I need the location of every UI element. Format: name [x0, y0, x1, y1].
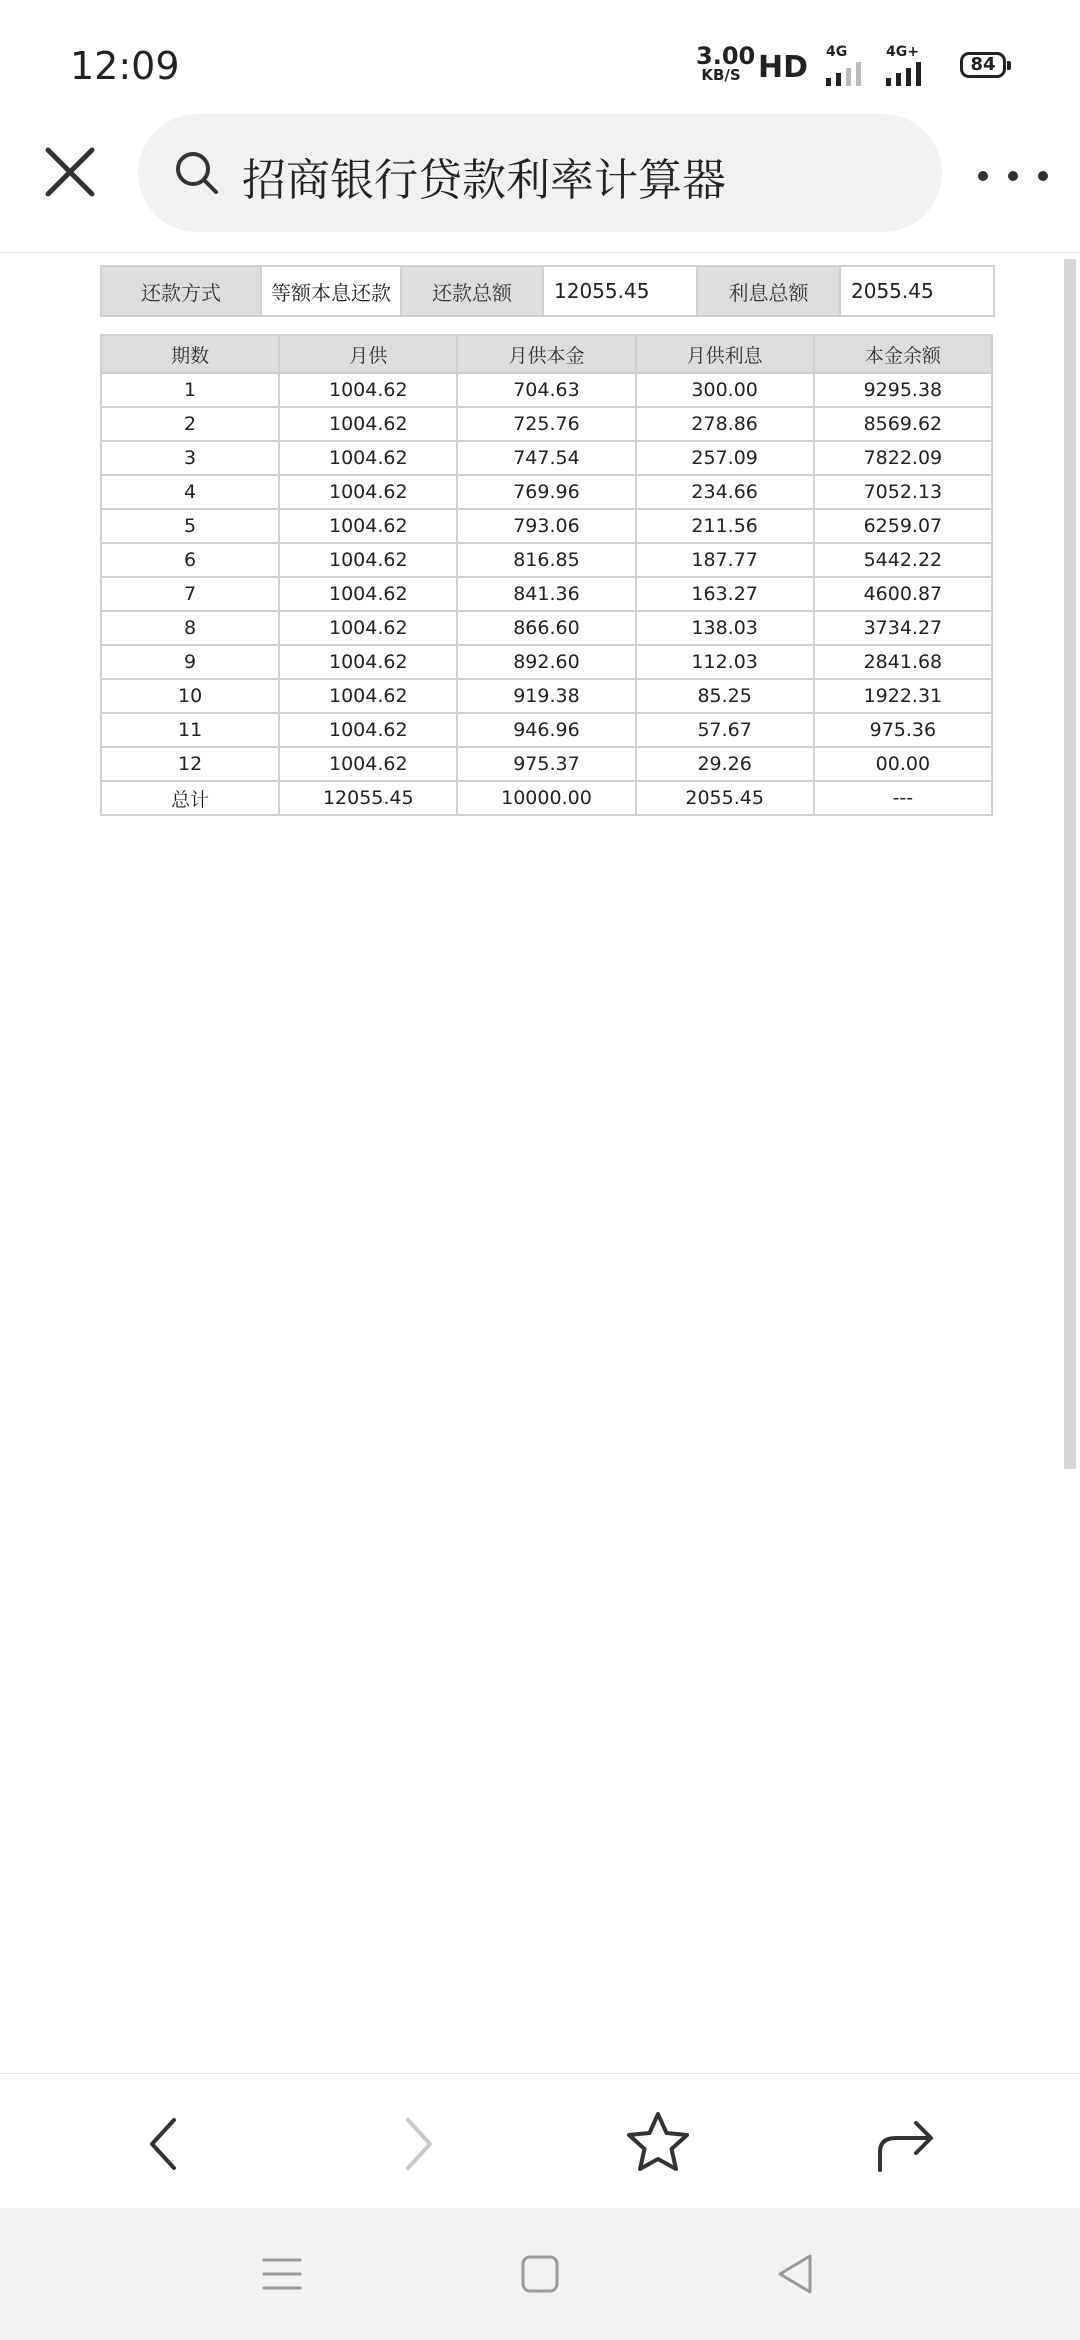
hd-indicator: HD [758, 50, 809, 85]
table-cell: 5 [101, 509, 279, 543]
table-cell: 163.27 [636, 577, 814, 611]
table-cell: 138.03 [636, 611, 814, 645]
battery-icon: 84 [960, 52, 1006, 78]
table-cell: 1 [101, 373, 279, 407]
table-cell: 892.60 [457, 645, 635, 679]
table-cell: 1004.62 [279, 441, 457, 475]
table-cell: 57.67 [636, 713, 814, 747]
status-bar [0, 0, 1080, 112]
table-row [101, 543, 992, 577]
back-triangle-icon[interactable] [772, 2250, 820, 2298]
search-icon [174, 150, 220, 196]
table-row [101, 407, 992, 441]
table-cell: 1004.62 [279, 373, 457, 407]
scrollbar[interactable] [1064, 259, 1076, 1469]
table-row [101, 679, 992, 713]
table-cell: 257.09 [636, 441, 814, 475]
table-row [101, 747, 992, 781]
table-row [101, 509, 992, 543]
table-cell: 12055.45 [279, 781, 457, 815]
table-cell: 5442.22 [814, 543, 992, 577]
column-header: 月供本金 [457, 335, 635, 373]
table-cell: 866.60 [457, 611, 635, 645]
search-query: 招商银行贷款利率计算器 [242, 155, 726, 206]
repayment-schedule-table [100, 334, 993, 816]
table-cell: 1004.62 [279, 543, 457, 577]
star-icon[interactable] [622, 2108, 694, 2180]
table-total-row [101, 781, 992, 815]
table-cell: 29.26 [636, 747, 814, 781]
repayment-method-label: 还款方式 [101, 266, 261, 316]
status-time: 12:09 [70, 44, 180, 88]
network-speed-unit: KB/S [701, 66, 741, 84]
total-interest-value: 2055.45 [840, 266, 994, 316]
table-cell: 10000.00 [457, 781, 635, 815]
table-row [101, 373, 992, 407]
table-cell: 187.77 [636, 543, 814, 577]
table-cell: 85.25 [636, 679, 814, 713]
table-cell: 7052.13 [814, 475, 992, 509]
table-cell: 725.76 [457, 407, 635, 441]
column-header: 期数 [101, 335, 279, 373]
table-row [101, 645, 992, 679]
table-cell: 1004.62 [279, 611, 457, 645]
forward-icon[interactable] [380, 2108, 452, 2180]
table-cell: 919.38 [457, 679, 635, 713]
browser-bottom-nav [0, 2073, 1080, 2209]
table-cell: 1004.62 [279, 407, 457, 441]
table-cell: 975.36 [814, 713, 992, 747]
page-content [0, 253, 1080, 2073]
system-nav-bar [0, 2208, 1080, 2340]
table-cell: 4 [101, 475, 279, 509]
table-cell: 00.00 [814, 747, 992, 781]
table-cell: 300.00 [636, 373, 814, 407]
total-repayment-label: 还款总额 [401, 266, 543, 316]
table-cell: --- [814, 781, 992, 815]
table-cell: 975.37 [457, 747, 635, 781]
table-cell: 816.85 [457, 543, 635, 577]
table-cell: 4600.87 [814, 577, 992, 611]
search-bar[interactable] [138, 114, 942, 232]
table-cell: 6259.07 [814, 509, 992, 543]
table-cell: 211.56 [636, 509, 814, 543]
table-cell: 1004.62 [279, 713, 457, 747]
table-cell: 2 [101, 407, 279, 441]
total-repayment-value: 12055.45 [543, 266, 697, 316]
table-row [101, 441, 992, 475]
column-header: 本金余额 [814, 335, 992, 373]
signal-1-label: 4G [826, 44, 848, 60]
table-cell: 1004.62 [279, 509, 457, 543]
table-cell: 9 [101, 645, 279, 679]
table-cell: 234.66 [636, 475, 814, 509]
column-header: 月供 [279, 335, 457, 373]
table-cell: 112.03 [636, 645, 814, 679]
table-cell: 11 [101, 713, 279, 747]
column-header: 月供利息 [636, 335, 814, 373]
home-icon[interactable] [516, 2250, 564, 2298]
table-cell: 3734.27 [814, 611, 992, 645]
total-interest-label: 利息总额 [697, 266, 840, 316]
table-cell: 8569.62 [814, 407, 992, 441]
repayment-method-value: 等额本息还款 [261, 266, 401, 316]
table-row [101, 713, 992, 747]
table-cell: 10 [101, 679, 279, 713]
table-cell: 12 [101, 747, 279, 781]
table-cell: 1004.62 [279, 577, 457, 611]
browser-top-bar [0, 112, 1080, 253]
table-cell: 2055.45 [636, 781, 814, 815]
table-cell: 7822.09 [814, 441, 992, 475]
table-cell: 1004.62 [279, 747, 457, 781]
table-cell: 7 [101, 577, 279, 611]
table-row [101, 611, 992, 645]
table-cell: 1922.31 [814, 679, 992, 713]
more-icon[interactable] [978, 156, 1048, 196]
table-cell: 769.96 [457, 475, 635, 509]
table-cell: 9295.38 [814, 373, 992, 407]
table-cell: 1004.62 [279, 679, 457, 713]
table-cell: 946.96 [457, 713, 635, 747]
table-row [101, 577, 992, 611]
table-cell: 总计 [101, 781, 279, 815]
table-cell: 704.63 [457, 373, 635, 407]
table-row [101, 475, 992, 509]
close-icon[interactable] [38, 140, 102, 204]
table-cell: 3 [101, 441, 279, 475]
table-header-row [101, 335, 992, 373]
share-icon[interactable] [870, 2108, 942, 2180]
back-icon[interactable] [130, 2108, 202, 2180]
table-cell: 841.36 [457, 577, 635, 611]
network-speed-value: 3.00 [696, 42, 756, 70]
table-cell: 6 [101, 543, 279, 577]
table-cell: 1004.62 [279, 475, 457, 509]
table-cell: 1004.62 [279, 645, 457, 679]
network-speed [696, 42, 756, 84]
table-cell: 747.54 [457, 441, 635, 475]
menu-icon[interactable] [258, 2250, 306, 2298]
table-cell: 2841.68 [814, 645, 992, 679]
table-cell: 8 [101, 611, 279, 645]
summary-table [100, 265, 995, 317]
table-cell: 793.06 [457, 509, 635, 543]
table-cell: 278.86 [636, 407, 814, 441]
signal-2-label: 4G+ [886, 44, 919, 60]
